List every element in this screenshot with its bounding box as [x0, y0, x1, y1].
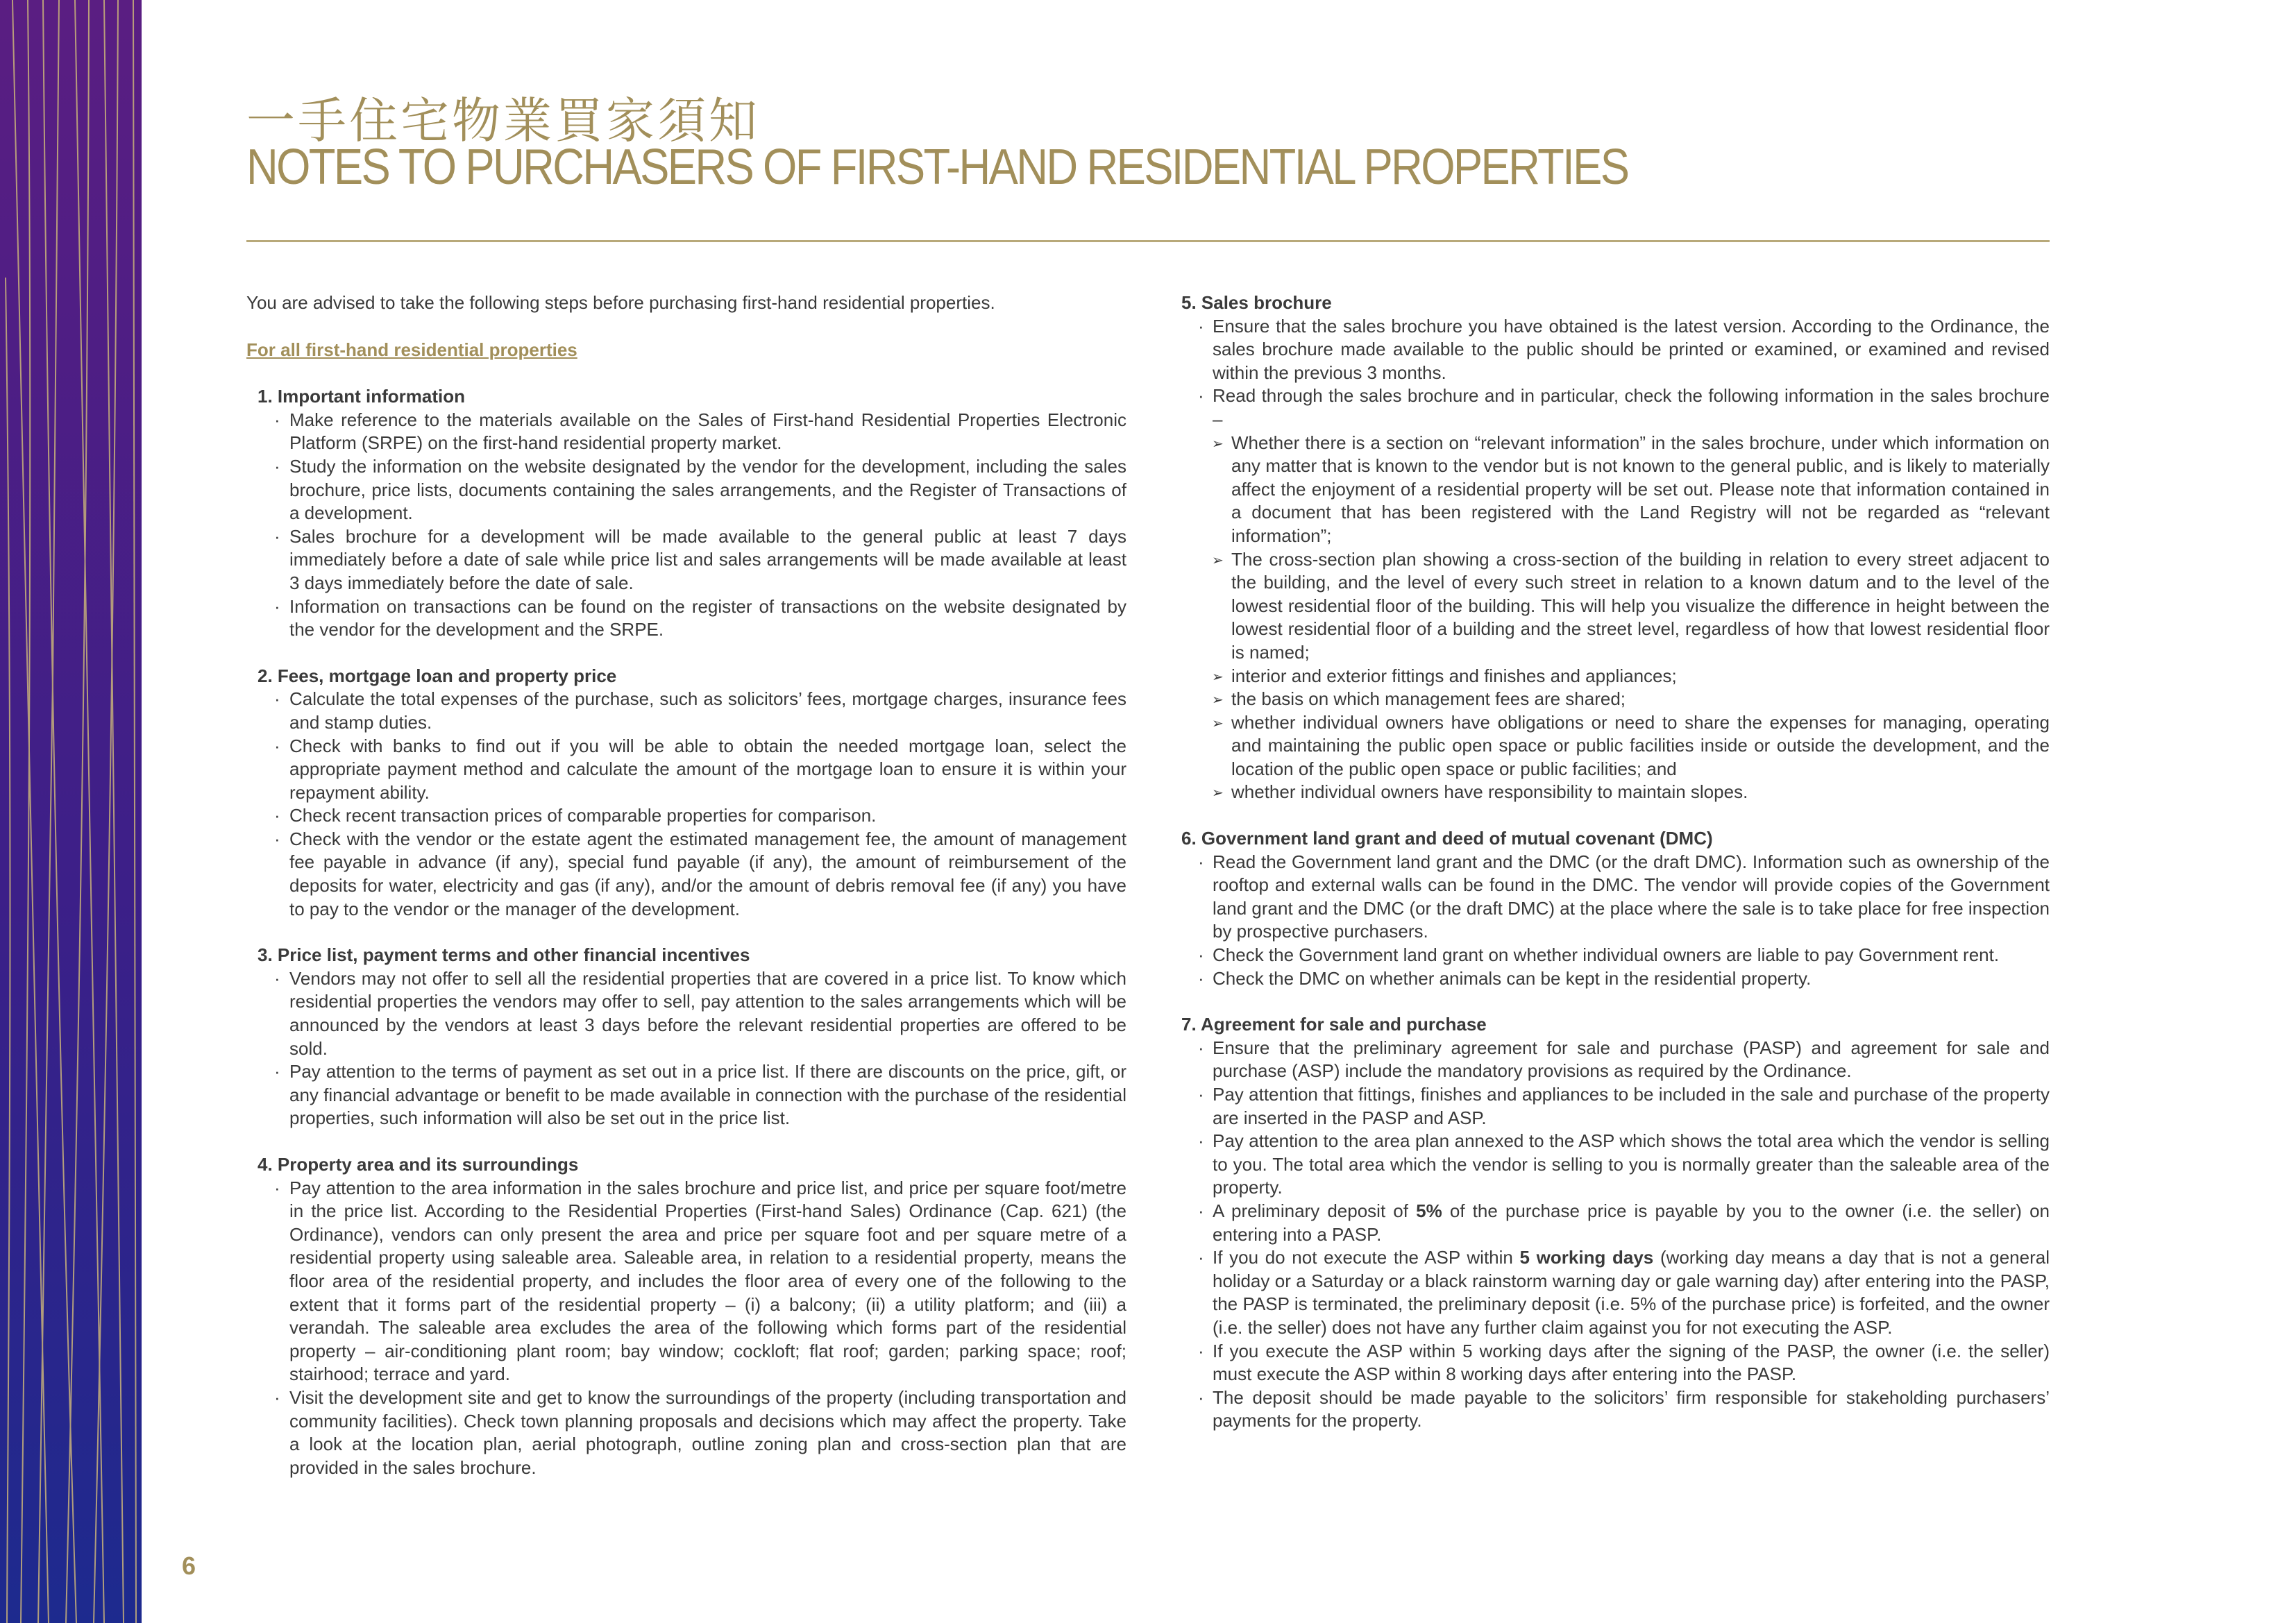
title-divider	[246, 240, 2050, 242]
list-item: · Sales brochure for a development will be made available to the general public at least 7 days immediately before a date of sale while price list and sales arrangements will be made available at least 3 days immediately before the date of sale.	[246, 525, 1126, 595]
list-item: · Read through the sales brochure and in particular, check the following information in the sales brochure –	[1181, 384, 2050, 431]
list-item: · Pay attention that fittings, finishes and appliances to be included in the sale and purchase of the property are inserted in the PASP and ASP.	[1181, 1083, 2050, 1130]
section-title: 3. Price list, payment terms and other financial incentives	[258, 944, 750, 966]
section-important-information	[246, 385, 1126, 642]
list-item: · Vendors may not offer to sell all the residential properties that are covered in a price list. To know which residential properties the vendors may offer to sell, pay attention to the sales arrangements which will be announced by the vendors at least 3 days before the relevant residential properties are offered to be sold.	[246, 967, 1126, 1060]
text-segment: (working day means a day that is not a general holiday or a Saturday or a black rainstorm warning day or gale warning day) after entering into the PASP, the PASP is terminated, the preliminary deposit (i.e. 5% of the purchase price) is forfeited, and the owner (i.e. the seller) does not have any further claim against you for not executing the ASP.	[1213, 1247, 2050, 1338]
section-agreement	[1181, 1013, 2050, 1433]
list-item-execute	[1181, 1246, 2050, 1339]
list-item: · Check with banks to find out if you will be able to obtain the needed mortgage loan, select the appropriate payment method and calculate the amount of the mortgage loan to ensure it is within your repayment ability.	[246, 735, 1126, 805]
section-property-area	[246, 1153, 1126, 1479]
list-item: · Pay attention to the terms of payment as set out in a price list. If there are discounts on the price, gift, or any financial advantage or benefit to be made available in connection with the purchase of the residential properties, such information will also be set out in the price list.	[246, 1060, 1126, 1130]
text-segment: If you do not execute the ASP within	[1213, 1247, 1520, 1268]
section-land-grant-dmc	[1181, 827, 2050, 990]
section-title: 7. Agreement for sale and purchase	[1181, 1014, 1487, 1035]
decorative-sidebar	[0, 0, 142, 1623]
list-item: · Study the information on the website designated by the vendor for the development, including the sales brochure, price lists, documents containing the sales arrangements, and the Register of Transactions of a development.	[246, 455, 1126, 525]
section-title: 1. Important information	[258, 386, 465, 407]
sub-list-item: ➢ Whether there is a section on “relevant information” in the sales brochure, under which information on any matter that is known to the vendor but is not known to the general public, and is likely to materially affect the enjoyment of a residential property will be set out. Please note that information contained in a document that has been registered with the Land Registry will not be regarded as “relevant information”;	[1181, 432, 2050, 548]
right-column	[1181, 291, 2050, 1456]
list-item: · Check the Government land grant on whether individual owners are liable to pay Government rent.	[1181, 944, 2050, 967]
list-item: · Ensure that the sales brochure you have obtained is the latest version. According to the Ordinance, the sales brochure made available to the public should be printed or examined, or examined and revised within the previous 3 months.	[1181, 315, 2050, 385]
sub-list-item: ➢ interior and exterior fittings and finishes and appliances;	[1181, 665, 2050, 688]
working-days: 5 working days	[1519, 1247, 1654, 1268]
list-item: · Calculate the total expenses of the purchase, such as solicitors’ fees, mortgage charges, insurance fees and stamp duties.	[246, 688, 1126, 734]
page-title-english: NOTES TO PURCHASERS OF FIRST-HAND RESIDENTIAL PROPERTIES	[246, 139, 1628, 195]
list-item: · Pay attention to the area plan annexed to the ASP which shows the total area which the vendor is selling to you. The total area which the vendor is selling to you is normally greater than the saleable area of the property.	[1181, 1130, 2050, 1200]
list-item: · Read the Government land grant and the DMC (or the draft DMC). Information such as ownership of the rooftop and external walls can be found in the DMC. The vendor will provide copies of the Government land grant and the DMC (or the draft DMC) at the place where the sale is to take place for free inspection by prospective purchasers.	[1181, 851, 2050, 944]
page-number: 6	[182, 1552, 196, 1580]
section-sales-brochure	[1181, 291, 2050, 804]
text-segment: A preliminary deposit of	[1213, 1200, 1417, 1221]
section-price-list	[246, 944, 1126, 1130]
all-properties-heading: For all first-hand residential properties	[246, 339, 577, 360]
section-title: 4. Property area and its surroundings	[258, 1154, 579, 1175]
section-title: 6. Government land grant and deed of mutual covenant (DMC)	[1181, 828, 1713, 849]
text-segment: of the purchase price is payable by you to the owner (i.e. the seller) on entering into a PASP.	[1213, 1200, 2050, 1245]
sub-list-item: ➢ the basis on which management fees are shared;	[1181, 688, 2050, 711]
list-item: · The deposit should be made payable to the solicitors’ firm responsible for stakeholding purchasers’ payments for the property.	[1181, 1386, 2050, 1433]
list-item: · Information on transactions can be found on the register of transactions on the website designated by the vendor for the development and the SRPE.	[246, 595, 1126, 642]
list-item: · Check recent transaction prices of comparable properties for comparison.	[246, 804, 1126, 828]
list-item: · Visit the development site and get to know the surroundings of the property (including transportation and community facilities). Check town planning proposals and decisions which may affect the property. Take a look at the location plan, aerial photograph, outline zoning plan and cross-section plan that are provided in the sales brochure.	[246, 1386, 1126, 1479]
list-item: · If you execute the ASP within 5 working days after the signing of the PASP, the owner (i.e. the seller) must execute the ASP within 8 working days after entering into the PASP.	[1181, 1340, 2050, 1386]
decorative-lines	[0, 0, 142, 1623]
page-title-chinese: 一手住宅物業買家須知	[246, 92, 760, 149]
list-item: · Ensure that the preliminary agreement for sale and purchase (PASP) and agreement for sale and purchase (ASP) include the mandatory provisions as required by the Ordinance.	[1181, 1037, 2050, 1083]
deposit-percentage: 5%	[1416, 1200, 1442, 1221]
section-title: 5. Sales brochure	[1181, 292, 1332, 313]
section-title: 2. Fees, mortgage loan and property price	[258, 665, 617, 686]
list-item: · Make reference to the materials available on the Sales of First-hand Residential Properties Electronic Platform (SRPE) on the first-hand residential property market.	[246, 409, 1126, 455]
sub-list-item: ➢ whether individual owners have responsibility to maintain slopes.	[1181, 781, 2050, 804]
list-item: · Pay attention to the area information in the sales brochure and price list, and price per square foot/metre in the price list. According to the Residential Properties (First-hand Sales) Ordinance (Cap. 621) (the Ordinance), vendors can only present the area and price per square foot and per square metre of a residential property using saleable area. Saleable area, in relation to a residential property, means the floor area of the residential property, and includes the floor area of every one of the following to the extent that it forms part of the residential property – (i) a balcony; (ii) a utility platform; and (iii) a verandah. The saleable area excludes the area of the following which forms part of the residential property – air-conditioning plant room; bay window; cockloft; flat roof; garden; parking space; roof; stairhood; terrace and yard.	[246, 1177, 1126, 1386]
list-item: · Check the DMC on whether animals can be kept in the residential property.	[1181, 967, 2050, 991]
list-item-deposit	[1181, 1200, 2050, 1246]
sub-list-item: ➢ whether individual owners have obligations or need to share the expenses for managing, operating and maintaining the public open space or public facilities inside or outside the development, and the location of the public open space or public facilities; and	[1181, 711, 2050, 781]
section-fees-mortgage	[246, 665, 1126, 921]
left-column	[246, 291, 1126, 1502]
list-item: · Check with the vendor or the estate agent the estimated management fee, the amount of management fee payable in advance (if any), special fund payable (if any), the amount of reimbursement of the deposits for water, electricity and gas (if any), and/or the amount of debris removal fee (if any) you have to pay to the vendor or the manager of the development.	[246, 828, 1126, 921]
intro-text: You are advised to take the following steps before purchasing first-hand residential properties.	[246, 292, 995, 313]
sub-list-item: ➢ The cross-section plan showing a cross-section of the building in relation to every street adjacent to the building, and the level of every such street in relation to a known datum and to the level of the lowest residential floor of the building. This will help you visualize the difference in height between the lowest residential floor of a building and the street level, regardless of how that lowest residential floor is named;	[1181, 548, 2050, 665]
